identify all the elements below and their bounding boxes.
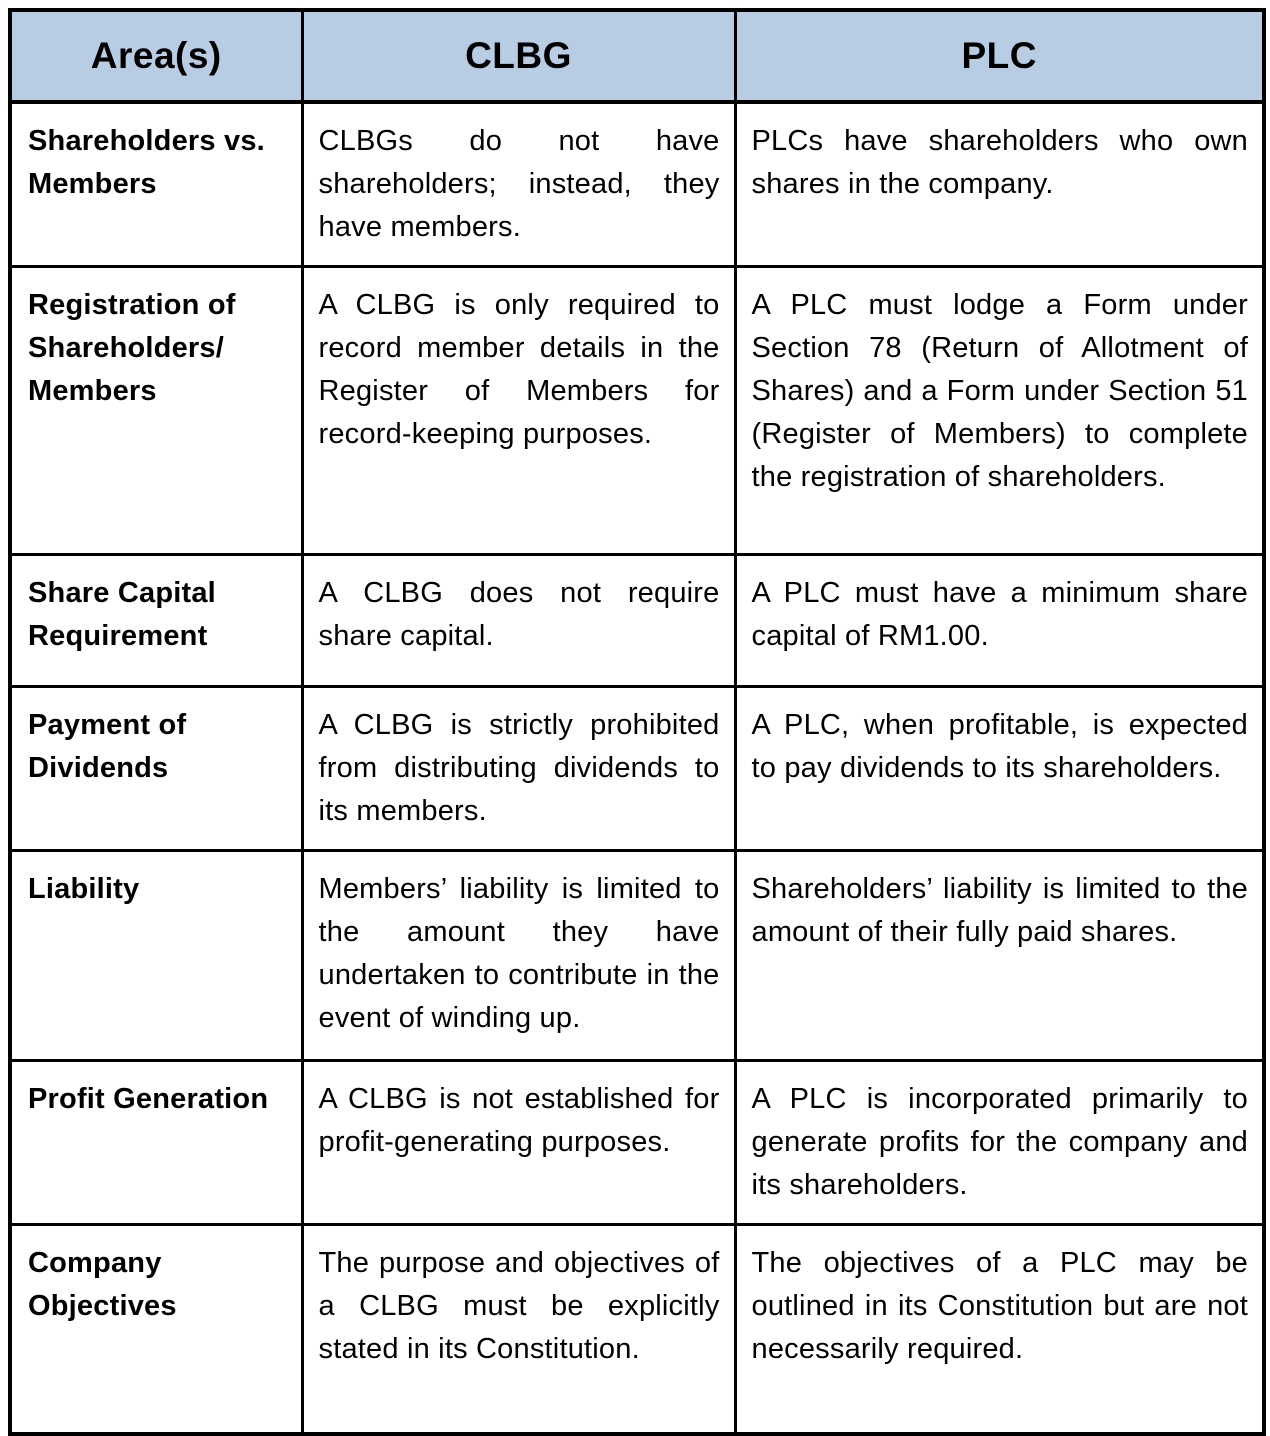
area-cell: Liability [10, 851, 302, 1061]
table-row [10, 1061, 1264, 1225]
column-header-plc: PLC [735, 10, 1264, 102]
table-row [10, 267, 1264, 555]
column-header-areas: Area(s) [10, 10, 302, 102]
table-row [10, 687, 1264, 851]
clbg-cell: A CLBG is not established for profit-generating purposes. [302, 1061, 735, 1225]
plc-cell: A PLC must have a minimum share capital of RM1.00. [735, 555, 1264, 687]
plc-cell: Shareholders’ liability is limited to the amount of their fully paid shares. [735, 851, 1264, 1061]
column-header-clbg: CLBG [302, 10, 735, 102]
area-cell: Profit Generation [10, 1061, 302, 1225]
clbg-cell: CLBGs do not have shareholders; instead, they have members. [302, 102, 735, 267]
table-header-row [10, 10, 1264, 102]
plc-cell: A PLC is incorporated primarily to generate profits for the company and its shareholders. [735, 1061, 1264, 1225]
table-row [10, 851, 1264, 1061]
clbg-cell: The purpose and objectives of a CLBG must be explicitly stated in its Constitution. [302, 1225, 735, 1434]
area-cell: Registration of Shareholders/ Members [10, 267, 302, 555]
table-row [10, 555, 1264, 687]
plc-cell: The objectives of a PLC may be outlined in its Constitution but are not necessarily required. [735, 1225, 1264, 1434]
area-cell: Company Objectives [10, 1225, 302, 1434]
clbg-cell: Members’ liability is limited to the amount they have undertaken to contribute in the event of winding up. [302, 851, 735, 1061]
comparison-table [8, 8, 1266, 1436]
table-row [10, 1225, 1264, 1434]
clbg-cell: A CLBG is strictly prohibited from distributing dividends to its members. [302, 687, 735, 851]
clbg-cell: A CLBG does not require share capital. [302, 555, 735, 687]
area-cell: Shareholders vs. Members [10, 102, 302, 267]
plc-cell: A PLC, when profitable, is expected to pay dividends to its shareholders. [735, 687, 1264, 851]
area-cell: Share Capital Requirement [10, 555, 302, 687]
plc-cell: A PLC must lodge a Form under Section 78 (Return of Allotment of Shares) and a Form under Section 51 (Register of Members) to complete the registration of shareholders. [735, 267, 1264, 555]
clbg-cell: A CLBG is only required to record member details in the Register of Members for record-keeping purposes. [302, 267, 735, 555]
table-row [10, 102, 1264, 267]
plc-cell: PLCs have shareholders who own shares in the company. [735, 102, 1264, 267]
area-cell: Payment of Dividends [10, 687, 302, 851]
